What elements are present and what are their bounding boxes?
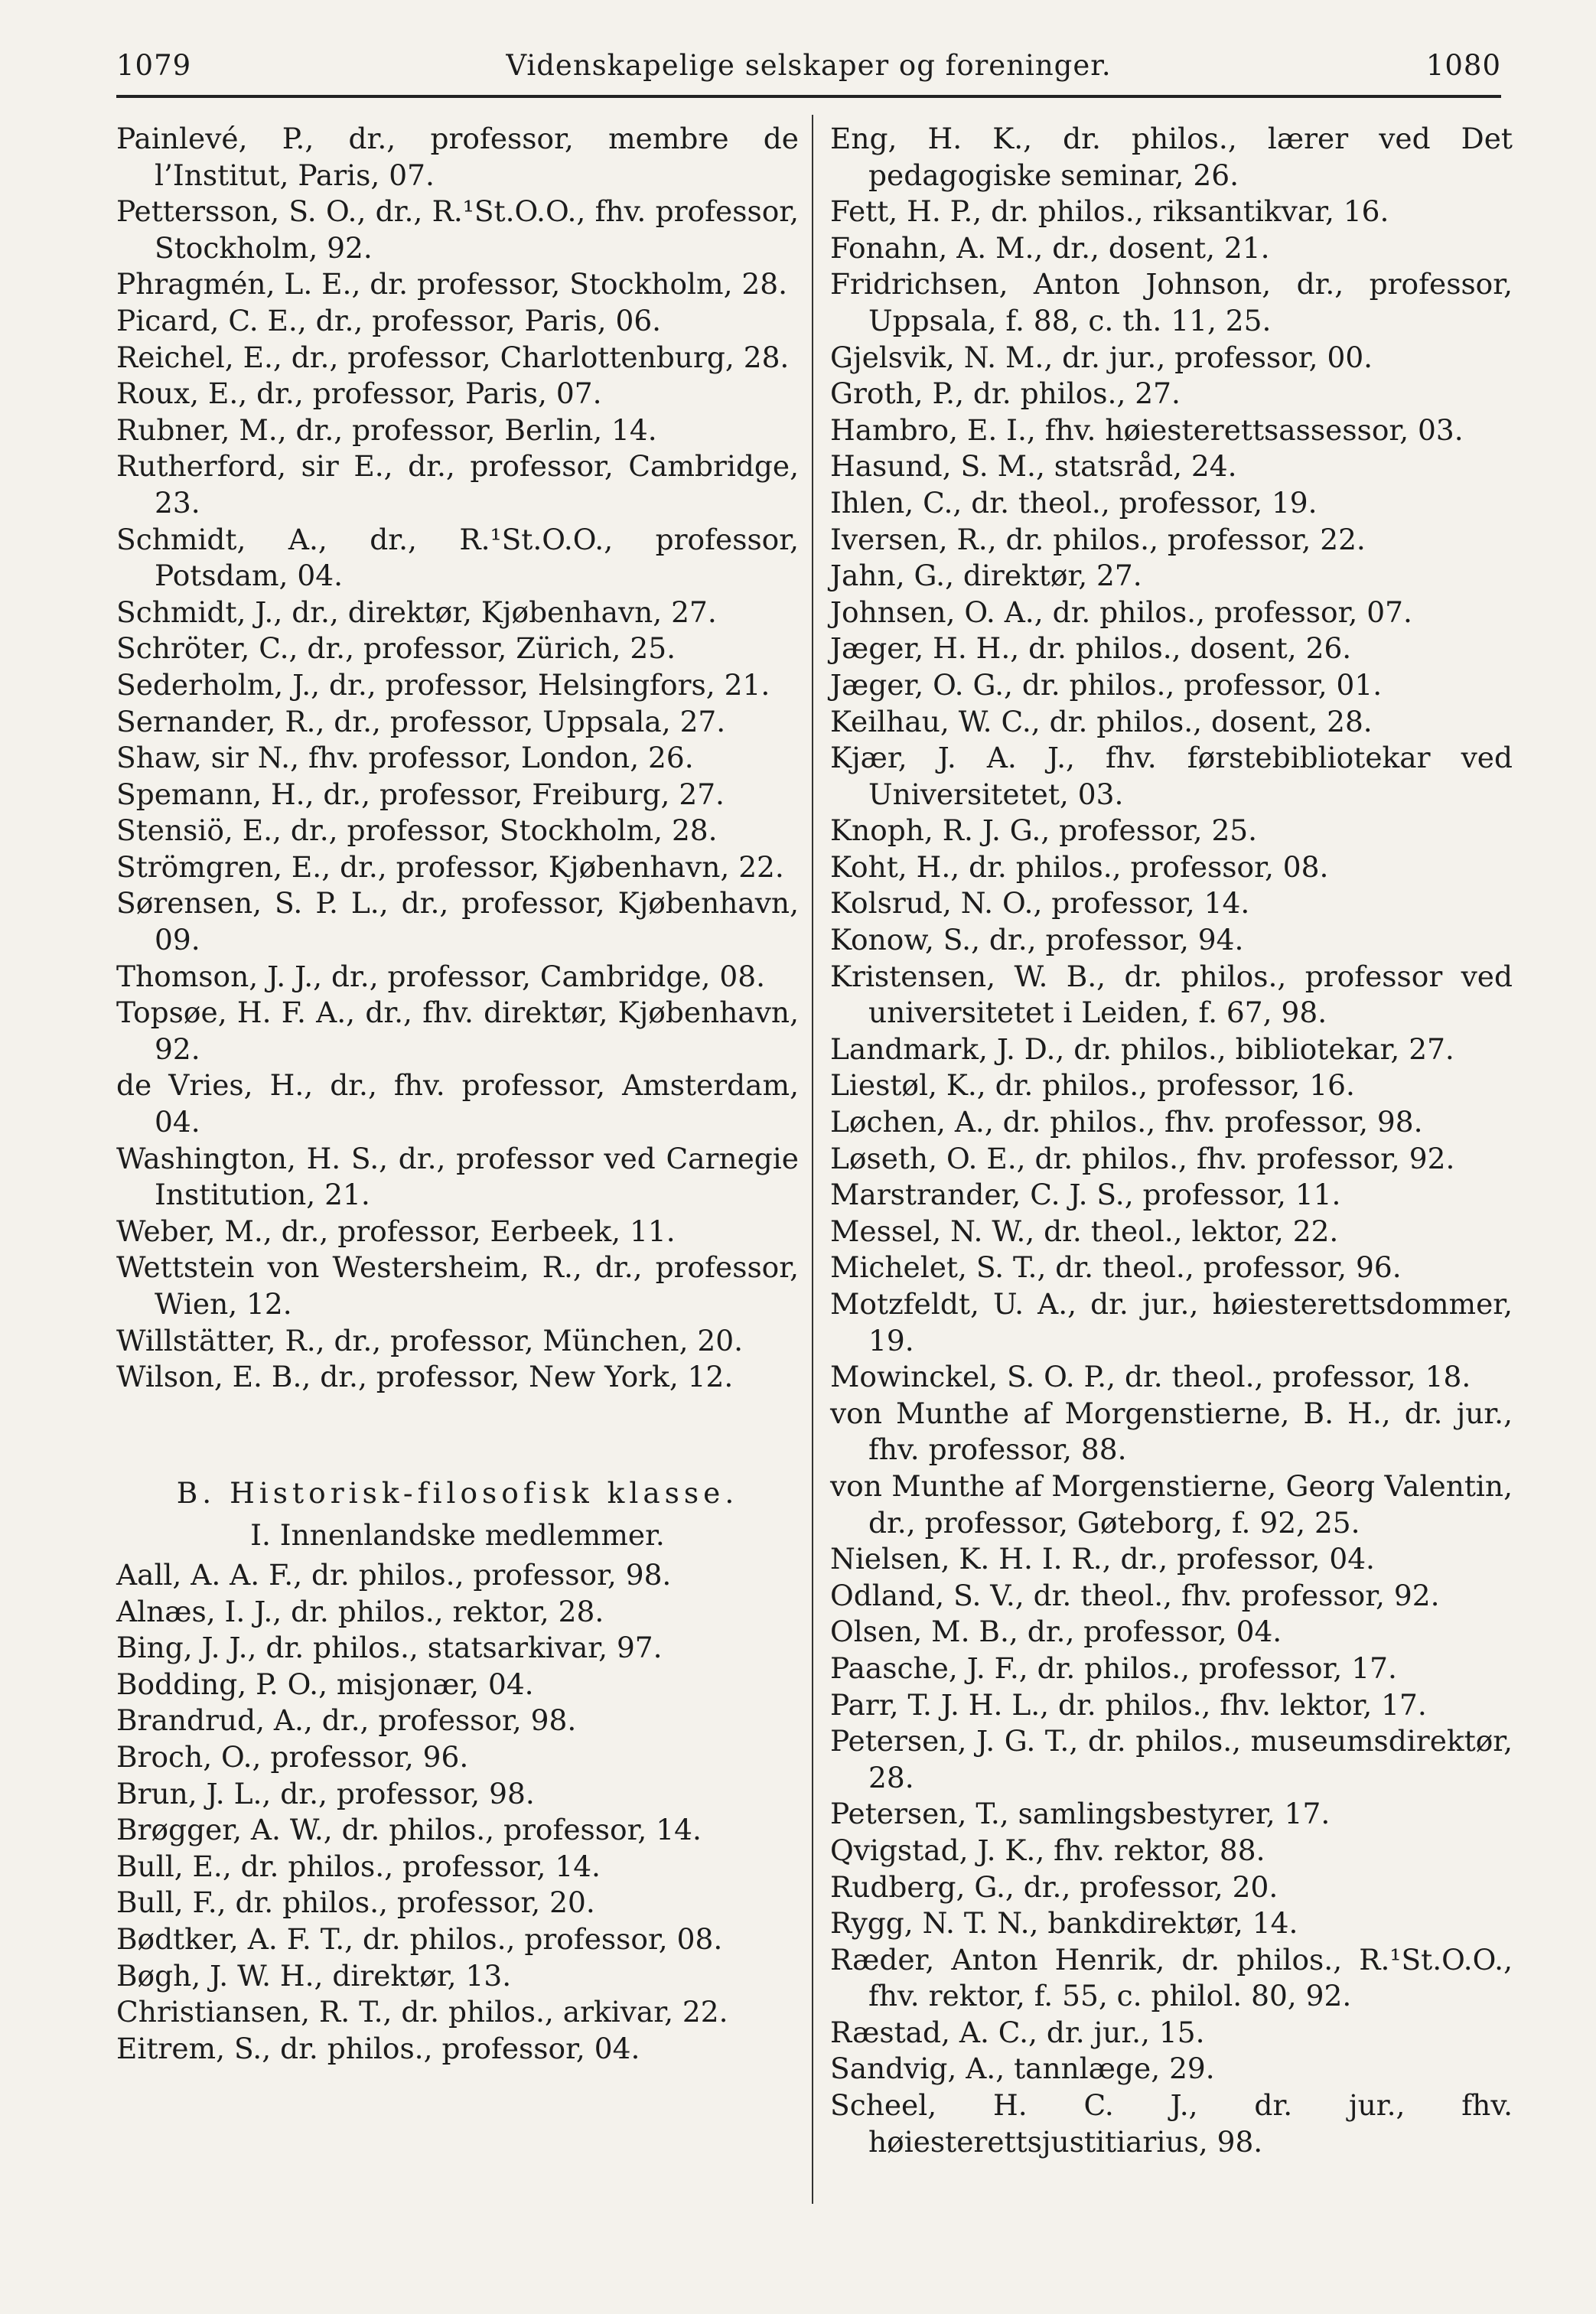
entry-list-right — [830, 121, 1513, 2160]
member-entry: Scheel, H. C. J., dr. jur., fhv. høiesterettsjustitiarius, 98. — [830, 2088, 1513, 2159]
member-entry: Spemann, H., dr., professor, Freiburg, 27. — [116, 777, 725, 811]
member-entry: Painlevé, P., dr., professor, membre de l’Institut, Paris, 07. — [116, 122, 799, 192]
member-entry: Rutherford, sir E., dr., professor, Cambridge, 23. — [116, 449, 799, 520]
entry-list-a — [116, 121, 799, 1396]
member-entry: Schmidt, J., dr., direktør, Kjøbenhavn, 27. — [116, 595, 717, 629]
member-entry: de Vries, H., dr., fhv. professor, Amsterdam, 04. — [116, 1068, 799, 1139]
member-entry: Olsen, M. B., dr., professor, 04. — [830, 1615, 1282, 1649]
member-entry: Sernander, R., dr., professor, Uppsala, 27. — [116, 704, 726, 738]
member-entry: Eitrem, S., dr. philos., professor, 04. — [116, 2031, 640, 2065]
member-entry: Keilhau, W. C., dr. philos., dosent, 28. — [830, 704, 1373, 738]
running-header — [116, 49, 1501, 87]
page-number-right: 1080 — [1425, 49, 1501, 82]
member-entry: Bøgh, J. W. H., direktør, 13. — [116, 1958, 512, 1993]
member-entry: Bull, F., dr. philos., professor, 20. — [116, 1885, 595, 1920]
member-entry: Jæger, O. G., dr. philos., professor, 01. — [830, 667, 1383, 702]
member-entry: Kristensen, W. B., dr. philos., professor ved universitetet i Leiden, f. 67, 98. — [830, 959, 1513, 1030]
member-entry: Paasche, J. F., dr. philos., professor, 17. — [830, 1651, 1397, 1685]
member-entry: Mowinckel, S. O. P., dr. theol., professor, 18. — [830, 1360, 1471, 1394]
member-entry: Wilson, E. B., dr., professor, New York, 12. — [116, 1360, 734, 1394]
member-entry: Topsøe, H. F. A., dr., fhv. direktør, Kjøbenhavn, 92. — [116, 996, 799, 1066]
member-entry: Bing, J. J., dr. philos., statsarkivar, 97. — [116, 1631, 663, 1665]
member-entry: Fridrichsen, Anton Johnson, dr., professor, Uppsala, f. 88, c. th. 11, 25. — [830, 267, 1513, 337]
member-entry: Motzfeldt, U. A., dr. jur., høiesterettsdommer, 19. — [830, 1287, 1513, 1357]
member-entry: von Munthe af Morgenstierne, B. H., dr. jur., fhv. professor, 88. — [830, 1396, 1513, 1467]
member-entry: Løseth, O. E., dr. philos., fhv. professor, 92. — [830, 1141, 1455, 1175]
member-entry: Aall, A. A. F., dr. philos., professor, 98. — [116, 1557, 672, 1592]
section-gap — [116, 1396, 799, 1475]
member-entry: Nielsen, K. H. I. R., dr., professor, 04. — [830, 1542, 1375, 1576]
entry-list-b — [116, 1557, 799, 2067]
member-entry: Ihlen, C., dr. theol., professor, 19. — [830, 485, 1318, 520]
member-entry: Rubner, M., dr., professor, Berlin, 14. — [116, 412, 657, 447]
member-entry: Eng, H. K., dr. philos., lærer ved Det pedagogiske seminar, 26. — [830, 122, 1513, 192]
member-entry: Qvigstad, J. K., fhv. rektor, 88. — [830, 1833, 1265, 1867]
member-entry: Knoph, R. J. G., professor, 25. — [830, 813, 1258, 848]
column-divider — [812, 115, 813, 2204]
member-entry: Fett, H. P., dr. philos., riksantikvar, 16. — [830, 194, 1389, 229]
running-title: Videnskapelige selskaper og foreninger. — [506, 49, 1112, 82]
member-entry: Jæger, H. H., dr. philos., dosent, 26. — [830, 631, 1352, 666]
member-entry: Fonahn, A. M., dr., dosent, 21. — [830, 230, 1270, 265]
member-entry: Brøgger, A. W., dr. philos., professor, 14. — [116, 1813, 702, 1847]
member-entry: Hasund, S. M., statsråd, 24. — [830, 449, 1237, 484]
page-number-left: 1079 — [116, 49, 192, 82]
member-entry: Koht, H., dr. philos., professor, 08. — [830, 849, 1329, 884]
member-entry: Weber, M., dr., professor, Eerbeek, 11. — [116, 1214, 676, 1248]
member-entry: von Munthe af Morgenstierne, Georg Valentin, dr., professor, Gøteborg, f. 92, 25. — [830, 1468, 1513, 1540]
member-entry: Parr, T. J. H. L., dr. philos., fhv. lektor, 17. — [830, 1687, 1427, 1722]
member-entry: Washington, H. S., dr., professor ved Carnegie Institution, 21. — [116, 1141, 799, 1212]
member-entry: Willstätter, R., dr., professor, München, 20. — [116, 1323, 744, 1357]
member-entry: Sørensen, S. P. L., dr., professor, Kjøbenhavn, 09. — [116, 886, 799, 957]
member-entry: Hambro, E. I., fhv. høiesterettsassessor, 03. — [830, 412, 1464, 447]
member-entry: Rudberg, G., dr., professor, 20. — [830, 1869, 1278, 1904]
subsection-heading: I. Innenlandske medlemmer. — [250, 1518, 665, 1553]
member-entry: Messel, N. W., dr. theol., lektor, 22. — [830, 1214, 1339, 1248]
member-entry: Shaw, sir N., fhv. professor, London, 26. — [116, 741, 694, 775]
member-entry: Alnæs, I. J., dr. philos., rektor, 28. — [116, 1594, 604, 1628]
member-entry: Broch, O., professor, 96. — [116, 1739, 469, 1774]
member-entry: Konow, S., dr., professor, 94. — [830, 923, 1244, 957]
member-entry: Petersen, J. G. T., dr. philos., museumsdirektør, 28. — [830, 1724, 1513, 1794]
member-entry: Sederholm, J., dr., professor, Helsingfors, 21. — [116, 667, 770, 702]
member-entry: Brandrud, A., dr., professor, 98. — [116, 1703, 577, 1738]
member-entry: Ræstad, A. C., dr. jur., 15. — [830, 2015, 1205, 2049]
member-entry: Rygg, N. T. N., bankdirektør, 14. — [830, 1906, 1298, 1941]
member-entry: Schröter, C., dr., professor, Zürich, 25. — [116, 631, 676, 666]
member-entry: Schmidt, A., dr., R.¹St.O.O., professor, Potsdam, 04. — [116, 522, 799, 593]
member-entry: Johnsen, O. A., dr. philos., professor, 07. — [830, 595, 1412, 629]
member-entry: Sandvig, A., tannlæge, 29. — [830, 2052, 1215, 2086]
member-entry: Odland, S. V., dr. theol., fhv. professor, 92. — [830, 1578, 1440, 1612]
member-entry: Ræder, Anton Henrik, dr. philos., R.¹St.O.O., fhv. rektor, f. 55, c. philol. 80, 92. — [830, 1942, 1513, 2013]
left-column — [116, 121, 799, 2067]
member-entry: Thomson, J. J., dr., professor, Cambridge, 08. — [116, 959, 766, 993]
member-entry: Petersen, T., samlingsbestyrer, 17. — [830, 1797, 1331, 1831]
member-entry: Christiansen, R. T., dr. philos., arkivar, 22. — [116, 1995, 728, 2029]
member-entry: Wettstein von Westersheim, R., dr., professor, Wien, 12. — [116, 1250, 799, 1321]
member-entry: Groth, P., dr. philos., 27. — [830, 376, 1181, 411]
header-rule — [116, 95, 1501, 98]
section-heading: B. Historisk-filosofisk klasse. — [176, 1475, 739, 1510]
member-entry: Liestøl, K., dr. philos., professor, 16. — [830, 1068, 1355, 1103]
member-entry: Bodding, P. O., misjonær, 04. — [116, 1667, 534, 1701]
member-entry: Stensiö, E., dr., professor, Stockholm, 28. — [116, 813, 718, 848]
member-entry: Picard, C. E., dr., professor, Paris, 06. — [116, 303, 662, 337]
right-column — [830, 121, 1513, 2160]
member-entry: Phragmén, L. E., dr. professor, Stockholm, 28. — [116, 267, 788, 301]
member-entry: Reichel, E., dr., professor, Charlottenburg, 28. — [116, 340, 790, 374]
member-entry: Brun, J. L., dr., professor, 98. — [116, 1776, 535, 1810]
member-entry: Jahn, G., direktør, 27. — [830, 559, 1142, 593]
member-entry: Iversen, R., dr. philos., professor, 22. — [830, 522, 1366, 556]
member-entry: Gjelsvik, N. M., dr. jur., professor, 00. — [830, 340, 1373, 374]
member-entry: Strömgren, E., dr., professor, Kjøbenhavn, 22. — [116, 849, 784, 884]
member-entry: Landmark, J. D., dr. philos., bibliotekar, 27. — [830, 1032, 1454, 1066]
member-entry: Kolsrud, N. O., professor, 14. — [830, 886, 1250, 921]
member-entry: Kjær, J. A. J., fhv. førstebibliotekar ved Universitetet, 03. — [830, 741, 1513, 811]
member-entry: Pettersson, S. O., dr., R.¹St.O.O., fhv. professor, Stockholm, 92. — [116, 194, 799, 265]
member-entry: Marstrander, C. J. S., professor, 11. — [830, 1178, 1341, 1212]
member-entry: Bødtker, A. F. T., dr. philos., professor, 08. — [116, 1921, 723, 1956]
member-entry: Bull, E., dr. philos., professor, 14. — [116, 1849, 601, 1883]
member-entry: Roux, E., dr., professor, Paris, 07. — [116, 376, 602, 411]
member-entry: Løchen, A., dr. philos., fhv. professor, 98. — [830, 1105, 1423, 1139]
member-entry: Michelet, S. T., dr. theol., professor, 96. — [830, 1250, 1402, 1285]
